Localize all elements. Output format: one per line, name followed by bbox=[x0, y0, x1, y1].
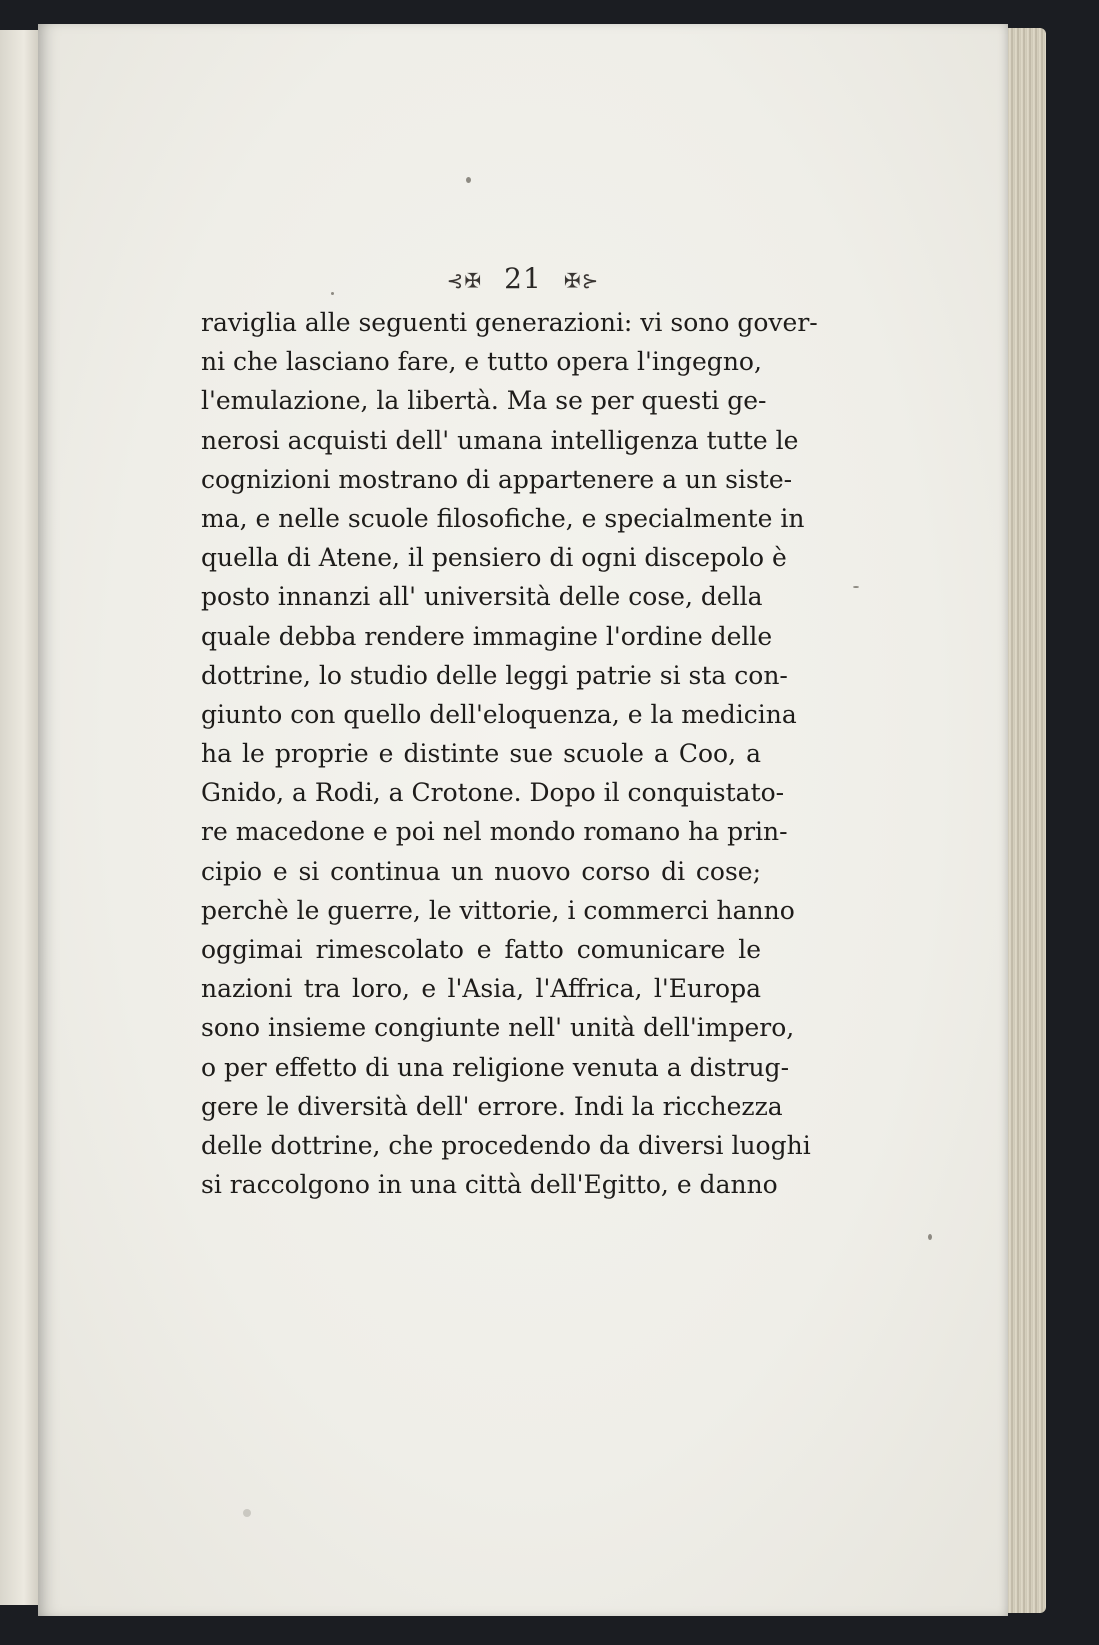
text-line: posto innanzi all' università delle cose, della bbox=[201, 582, 763, 612]
paper-speck bbox=[928, 1234, 932, 1240]
text-line: cognizioni mostrano di appartenere a un siste- bbox=[201, 464, 793, 494]
ornament-left-icon: ⊰✠ bbox=[446, 268, 483, 293]
text-line: gere le diversità dell' errore. Indi la ricchezza bbox=[201, 1091, 783, 1121]
text-line: ma, e nelle scuole filosofiche, e specialmente in bbox=[201, 503, 805, 533]
text-line: l'emulazione, la libertà. Ma se per questi ge- bbox=[201, 386, 767, 416]
text-line: raviglia alle seguenti generazioni: vi sono gover- bbox=[201, 308, 818, 337]
text-line: o per effetto di una religione venuta a distrug- bbox=[201, 1052, 790, 1082]
text-line: giunto con quello dell'eloquenza, e la medicina bbox=[201, 699, 797, 729]
text-line: si raccolgono in una città dell'Egitto, e danno bbox=[201, 1170, 778, 1200]
text-line: cipio e si continua un nuovo corso di cose; bbox=[201, 856, 761, 886]
paper-speck bbox=[853, 586, 859, 588]
paper-speck bbox=[466, 177, 471, 183]
text-line: quella di Atene, il pensiero di ogni discepolo è bbox=[201, 543, 787, 573]
text-line: perchè le guerre, le vittorie, i commerci hanno bbox=[201, 895, 795, 925]
paper-speck bbox=[243, 1509, 251, 1517]
text-line: ni che lasciano fare, e tutto opera l'ingegno, bbox=[201, 347, 762, 377]
ornament-right-icon: ✠⊱ bbox=[563, 268, 600, 293]
text-line: nerosi acquisti dell' umana intelligenza tutte le bbox=[201, 425, 799, 455]
text-line: Gnido, a Rodi, a Crotone. Dopo il conquistato- bbox=[201, 778, 785, 808]
text-line: delle dottrine, che procedendo da diversi luoghi bbox=[201, 1130, 811, 1160]
page-number: 21 bbox=[504, 262, 542, 295]
text-line: oggimai rimescolato e fatto comunicare le bbox=[201, 935, 761, 964]
book-page bbox=[38, 24, 1008, 1616]
text-line: quale debba rendere immagine l'ordine delle bbox=[201, 621, 773, 651]
text-line: nazioni tra loro, e l'Asia, l'Affrica, l'Europa bbox=[201, 974, 761, 1004]
text-line: re macedone e poi nel mondo romano ha prin- bbox=[201, 817, 788, 847]
text-line: dottrine, lo studio delle leggi patrie si sta con- bbox=[201, 660, 788, 690]
page-number-header bbox=[38, 262, 1008, 295]
body-text bbox=[201, 303, 818, 1204]
facing-page-edge bbox=[0, 30, 42, 1605]
text-line: ha le proprie e distinte sue scuole a Coo, a bbox=[201, 739, 761, 769]
text-line: sono insieme congiunte nell' unità dell'impero, bbox=[201, 1013, 795, 1043]
